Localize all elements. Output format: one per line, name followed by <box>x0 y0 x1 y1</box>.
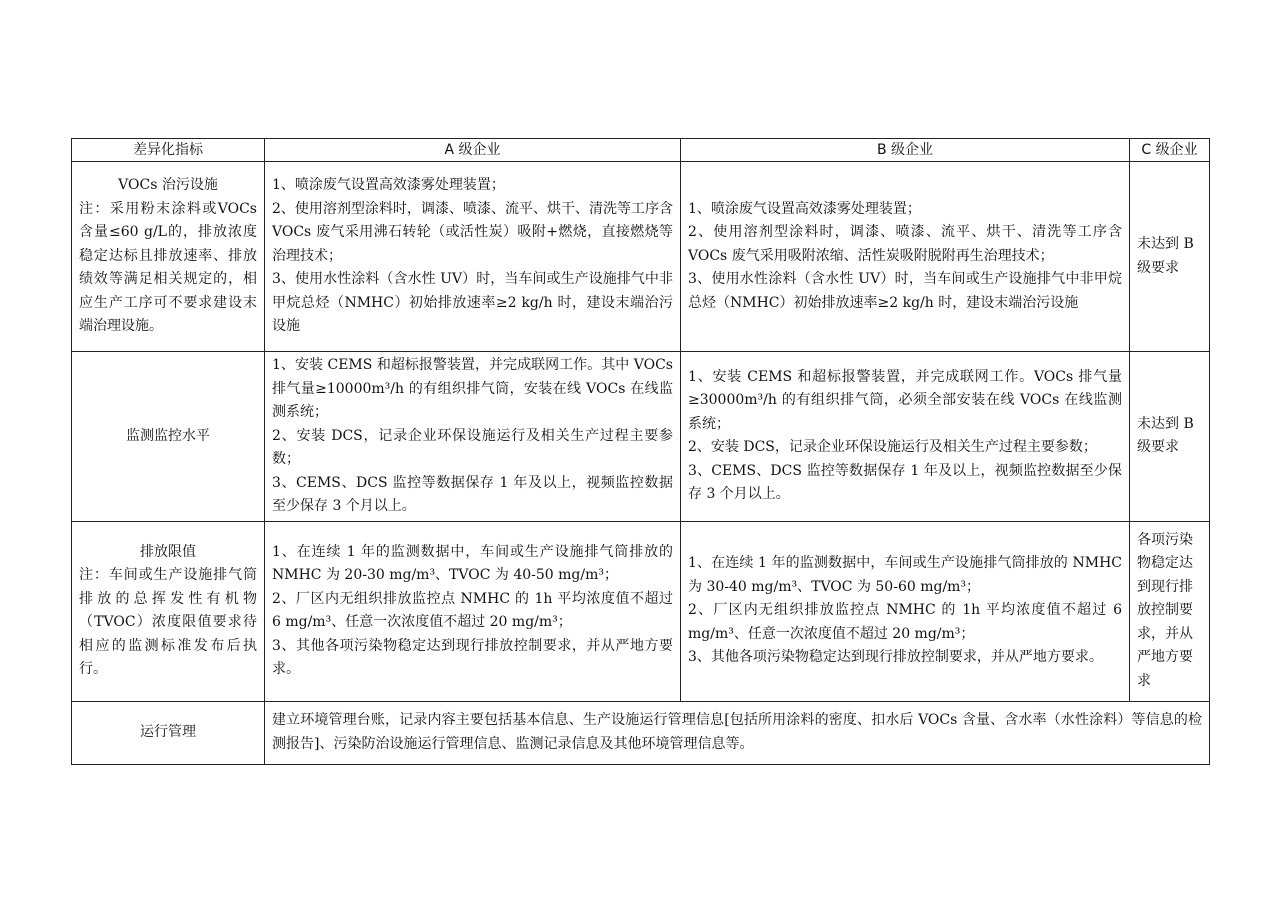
header-grade-b: B 级企业 <box>681 139 1130 162</box>
header-row <box>72 139 1210 162</box>
requirement-item: 3、使用水性涂料（含水性 UV）时，当车间或生产设施排气中非甲烷总烃（NMHC）初始排放速率≥2 kg/h 时，建设末端治污设施 <box>272 271 673 335</box>
grade-b-cell <box>681 162 1130 352</box>
requirement-item: 3、使用水性涂料（含水性 UV）时，当车间或生产设施排气中非甲烷总烃（NMHC）初始排放速率≥2 kg/h 时，建设末端治污设施 <box>688 271 1122 311</box>
requirement-item: 1、喷涂废气设置高效漆雾处理装置； <box>688 200 921 217</box>
enterprise-classification-table <box>71 138 1210 765</box>
requirement-item: 2、使用溶剂型涂料时，调漆、喷漆、流平、烘干、清洗等工序含 VOCs 废气采用吸附浓缩、活性炭吸附脱附再生治理技术； <box>688 224 1122 264</box>
grade-c-cell: 未达到 B 级要求 <box>1130 162 1210 352</box>
table-row <box>72 521 1210 701</box>
requirement-item: 2、厂区内无组织排放监控点 NMHC 的 1h 平均浓度值不超过 6 mg/m³、任意一次浓度值不超过 20 mg/m³； <box>688 602 1122 642</box>
indicator-title: VOCs 治污设施 <box>118 177 218 194</box>
requirement-item: 1、在连续 1 年的监测数据中，车间或生产设施排气筒排放的 NMHC 为 20-30 mg/m³、TVOC 为 40-50 mg/m³； <box>272 543 673 583</box>
indicator-note: 注：采用粉末涂料或VOCs含量≤60 g/L的，排放浓度稳定达标且排放速率、排放绩效等满足相关规定的，相应生产工序可不要求建设末端治理设施。 <box>79 200 257 335</box>
requirement-item: 3、其他各项污染物稳定达到现行排放控制要求，并从严地方要求。 <box>688 649 1103 666</box>
indicator-cell <box>72 701 265 764</box>
requirement-item: 1、安装 CEMS 和超标报警装置，并完成联网工作。其中 VOCs 排气量≥10000m³/h 的有组织排气筒，安装在线 VOCs 在线监测系统； <box>272 357 673 420</box>
requirement-item: 2、安装 DCS，记录企业环保设施运行及相关生产过程主要参数； <box>688 439 1097 456</box>
requirement-item: 1、安装 CEMS 和超标报警装置，并完成联网工作。VOCs 排气量≥30000m³/h 的有组织排气筒，必须全部安装在线 VOCs 在线监测系统； <box>688 368 1122 432</box>
indicator-cell <box>72 352 265 522</box>
indicator-title: 排放限值 <box>140 543 196 560</box>
requirement-item: 2、厂区内无组织排放监控点 NMHC 的 1h 平均浓度值不超过 6 mg/m³、任意一次浓度值不超过 20 mg/m³； <box>272 590 673 630</box>
requirement-item: 2、安装 DCS，记录企业环保设施运行及相关生产过程主要参数； <box>272 427 673 467</box>
indicator-note: 注：车间或生产设施排气筒排放的总挥发性有机物（TVOC）浓度限值要求待相应的监测标准发布后执行。 <box>79 567 257 677</box>
requirement-item: 1、喷涂废气设置高效漆雾处理装置； <box>272 177 505 194</box>
header-grade-a: A 级企业 <box>265 139 681 162</box>
indicator-cell <box>72 162 265 352</box>
requirement-item: 3、CEMS、DCS 监控等数据保存 1 年及以上，视频监控数据至少保存 3 个月以上。 <box>688 462 1122 503</box>
indicator-title: 监测监控水平 <box>126 427 210 444</box>
indicator-cell <box>72 521 265 701</box>
requirement-item: 3、其他各项污染物稳定达到现行排放控制要求，并从严地方要求。 <box>272 637 673 677</box>
requirement-item: 2、使用溶剂型涂料时，调漆、喷漆、流平、烘干、清洗等工序含 VOCs 废气采用沸石转轮（或活性炭）吸附+燃烧，直接燃烧等治理技术； <box>272 200 673 264</box>
indicator-title: 运行管理 <box>140 723 196 740</box>
merged-requirement-cell <box>265 701 1210 764</box>
grade-c-cell: 未达到 B 级要求 <box>1130 352 1210 522</box>
table-row <box>72 701 1210 764</box>
requirement-item: 1、在连续 1 年的监测数据中，车间或生产设施排气筒排放的 NMHC 为 30-40 mg/m³、TVOC 为 50-60 mg/m³； <box>688 555 1122 595</box>
grade-a-cell <box>265 352 681 522</box>
requirement-item: 3、CEMS、DCS 监控等数据保存 1 年及以上，视频监控数据至少保存 3 个月以上。 <box>272 474 673 514</box>
header-indicator: 差异化指标 <box>72 139 265 162</box>
grade-b-cell <box>681 521 1130 701</box>
grade-a-cell <box>265 521 681 701</box>
grade-a-cell <box>265 162 681 352</box>
grade-b-cell <box>681 352 1130 522</box>
requirement-item: 建立环境管理台账，记录内容主要包括基本信息、生产设施运行管理信息[包括所用涂料的密度、扣水后 VOCs 含量、含水率（水性涂料）等信息的检测报告]、污染防治设施运行管理信息、监测记录信息及其他环境管理信息等。 <box>272 712 1202 752</box>
table-row <box>72 352 1210 522</box>
header-grade-c: C 级企业 <box>1130 139 1210 162</box>
grade-c-cell: 各项污染物稳定达到现行排放控制要求，并从严地方要求 <box>1130 521 1210 701</box>
table-row <box>72 162 1210 352</box>
